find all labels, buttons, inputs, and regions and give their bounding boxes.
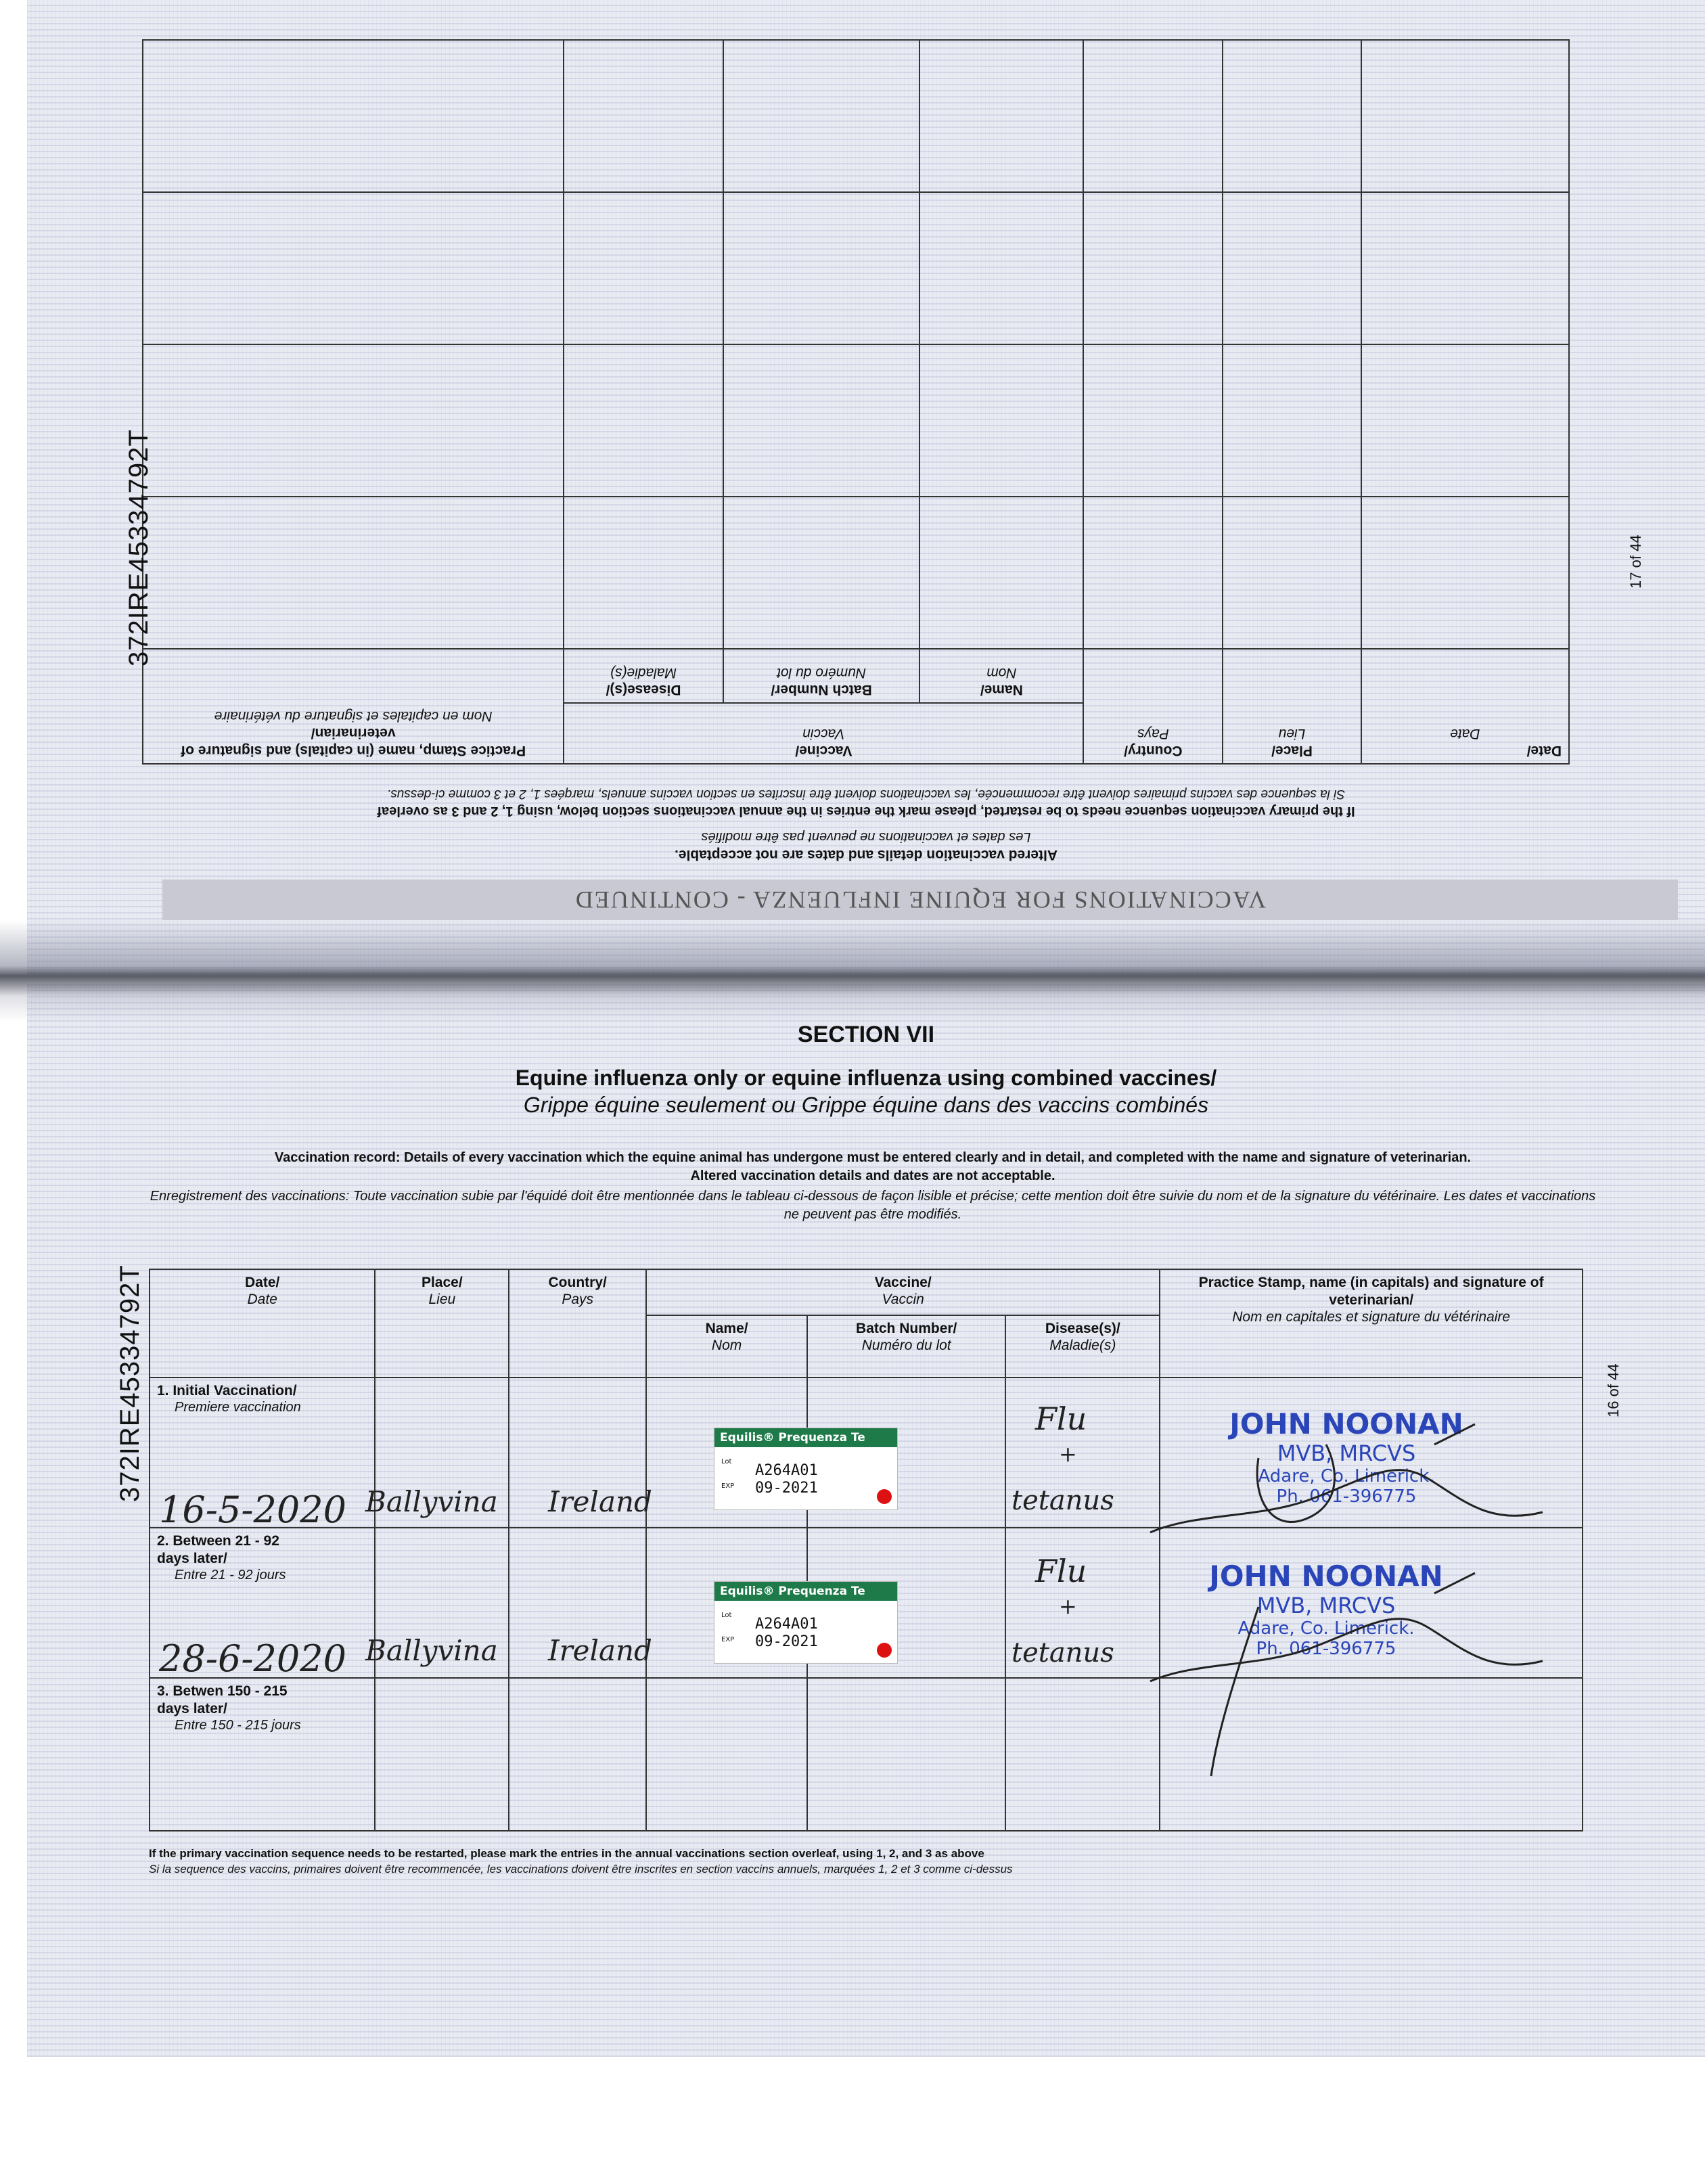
row1-label: 1. Initial Vaccination/ xyxy=(157,1383,297,1398)
top-empty-row xyxy=(143,344,1569,497)
top-header-date-label: Date/ xyxy=(1526,743,1562,758)
row2-sticker-brand: Equilis® Prequenza Te xyxy=(714,1582,897,1601)
top-header-place-fr: Lieu xyxy=(1278,726,1306,742)
header-stamp-label: Practice Stamp, name (in capitals) and signature of veterinarian/ xyxy=(1198,1275,1544,1308)
header-country xyxy=(509,1269,646,1378)
top-empty-row xyxy=(143,40,1569,192)
header-place xyxy=(375,1269,509,1378)
row2-signature xyxy=(1137,1566,1570,1783)
row2-sticker-red-dot xyxy=(877,1643,892,1658)
top-vaccination-table xyxy=(142,39,1570,765)
row2-country: Ireland xyxy=(548,1634,652,1667)
row2-sticker-lot-label: Lot xyxy=(721,1612,732,1619)
row1-stamp-address: Adare, Co. Limerick. xyxy=(1258,1466,1435,1486)
top-notice-en: Altered vaccination details and dates are not acceptable. xyxy=(674,847,1058,863)
top-header-name-label: Name/ xyxy=(980,682,1023,698)
header-name xyxy=(646,1315,807,1378)
top-page-number: 17 of 44 xyxy=(1627,534,1644,589)
row2-disease-2: tetanus xyxy=(1011,1637,1114,1668)
top-restart-en: If the primary vaccination sequence needs to be restarted, please mark the entries in the annual vaccinations section below, using 1, 2 and 3 as overleaf xyxy=(377,804,1355,819)
header-batch-label: Batch Number/ xyxy=(856,1321,957,1336)
bottom-page-number: 16 of 44 xyxy=(1605,1363,1622,1417)
row1-sticker-exp-label: EXP xyxy=(721,1482,735,1490)
row1-sticker-exp: 09-2021 xyxy=(755,1480,818,1497)
top-header-stamp-fr: Nom en capitales et signature du vétérinaire xyxy=(214,708,493,724)
top-header-stamp-label: Practice Stamp, name (in capitals) and signature of veterinarian/ xyxy=(181,725,526,758)
header-name-label: Name/ xyxy=(705,1321,748,1336)
row3-label: 3. Betwen 150 - 215 days later/ xyxy=(157,1683,288,1716)
row1-place: Ballyvina xyxy=(365,1485,498,1518)
row2-disease-1: Flu xyxy=(1035,1553,1087,1589)
bottom-page xyxy=(27,984,1705,2057)
header-vaccine xyxy=(646,1269,1160,1315)
row2-stamp-name: JOHN NOONAN xyxy=(1209,1560,1443,1593)
row2-sticker-exp-label: EXP xyxy=(721,1636,735,1643)
top-page xyxy=(27,0,1705,974)
row3-name-cell[interactable] xyxy=(646,1678,807,1831)
row2-label: 2. Between 21 - 92 days later/ xyxy=(157,1533,279,1566)
header-date-fr: Date xyxy=(247,1292,277,1307)
record-instructions-fr: Enregistrement des vaccinations: Toute vaccination subie par l'équidé doit être mentionnée dans le tableau ci-dessous de façon lisible et précise; cette mention doit être suivie du nom et de la signature du vétérinaire. Les dates et vaccinations ne peuvent pas être modifiés. xyxy=(150,1189,1596,1222)
top-header-country-label: Country/ xyxy=(1124,743,1183,758)
top-header-disease-fr: Maladie(s) xyxy=(610,665,677,681)
header-disease-label: Disease(s)/ xyxy=(1045,1321,1120,1336)
row1-stamp-name: JOHN NOONAN xyxy=(1229,1407,1463,1440)
row1-sticker-brand: Equilis® Prequenza Te xyxy=(714,1428,897,1447)
row2-stamp-phone: Ph. 061-396775 xyxy=(1256,1639,1396,1659)
section-title-en: Equine influenza only or equine influenza using combined vaccines/ xyxy=(515,1066,1217,1090)
record-instructions-en: Vaccination record: Details of every vaccination which the equine animal has undergone must be entered clearly and in detail, and completed with the name and signature of veterinarian. xyxy=(274,1150,1472,1165)
top-header-disease xyxy=(564,649,723,703)
top-header-date xyxy=(1361,649,1569,764)
row1-sticker-lot-label: Lot xyxy=(721,1458,732,1465)
header-date xyxy=(150,1269,375,1378)
row3-batch-cell[interactable] xyxy=(807,1678,1005,1831)
top-document-id: 372IRE45334792T xyxy=(124,429,154,666)
bottom-document-id: 372IRE45334792T xyxy=(115,1265,145,1502)
row2-place: Ballyvina xyxy=(365,1634,498,1667)
footer-restart-en: If the primary vaccination sequence needs to be restarted, please mark the entries in the annual vaccinations section overleaf, using 1, 2, and 3 as above xyxy=(149,1847,984,1860)
header-batch-fr: Numéro du lot xyxy=(861,1338,951,1353)
top-header-place-label: Place/ xyxy=(1271,743,1313,758)
top-header-batch-label: Batch Number/ xyxy=(771,682,872,698)
row2-date: 28-6-2020 xyxy=(159,1637,346,1680)
row1-disease-plus: + xyxy=(1059,1441,1077,1467)
top-header-batch-fr: Numéro du lot xyxy=(777,665,866,681)
top-header-vaccine-label: Vaccine/ xyxy=(795,743,852,758)
row2-sticker-exp: 09-2021 xyxy=(755,1633,818,1650)
header-stamp xyxy=(1160,1269,1583,1378)
top-header-date-fr: Date xyxy=(1450,726,1480,742)
row3-country-cell[interactable] xyxy=(509,1678,646,1831)
record-instructions-en2: Altered vaccination details and dates are not acceptable. xyxy=(690,1168,1055,1183)
top-header-place xyxy=(1223,649,1361,764)
top-section-banner: VACCINATIONS FOR EQUINE INFLUENZA - CONTINUED xyxy=(162,880,1678,920)
header-place-label: Place/ xyxy=(421,1275,463,1290)
top-header-batch xyxy=(723,649,920,703)
top-restart-fr: Si la sequence des vaccins primaires doivent être recommencée, les vaccinations doivent être inscrites en section vaccins annuels, marqées 1, 2 et 3 comme ci-dessus. xyxy=(386,787,1346,801)
top-notice-fr: Les dates et vaccinations ne peuvent pas être modifiés xyxy=(701,829,1031,844)
header-batch xyxy=(807,1315,1005,1378)
header-date-label: Date/ xyxy=(245,1275,280,1290)
row1-sticker-lot: A264A01 xyxy=(755,1462,818,1479)
row2-sticker-lot: A264A01 xyxy=(755,1616,818,1633)
row1-sticker-red-dot xyxy=(877,1489,892,1504)
top-empty-row xyxy=(143,497,1569,649)
row1-disease-2: tetanus xyxy=(1011,1485,1114,1516)
row3-place-cell[interactable] xyxy=(375,1678,509,1831)
row1-signature xyxy=(1137,1417,1570,1553)
top-header-country xyxy=(1083,649,1223,764)
top-header-vaccine xyxy=(564,703,1083,764)
section-title-fr: Grippe équine seulement ou Grippe équine dans des vaccins combinés xyxy=(523,1093,1209,1117)
top-page-rotated-content xyxy=(27,0,1705,974)
row1-disease-1: Flu xyxy=(1035,1401,1087,1437)
header-disease-fr: Maladie(s) xyxy=(1049,1338,1116,1353)
top-header-disease-label: Disease(s)/ xyxy=(606,682,681,698)
top-header-name-fr: Nom xyxy=(986,665,1017,681)
row2-vaccine-sticker xyxy=(714,1581,898,1664)
row1-country: Ireland xyxy=(548,1485,652,1518)
header-vaccine-label: Vaccine/ xyxy=(874,1275,932,1290)
header-stamp-fr: Nom en capitales et signature du vétérinaire xyxy=(1232,1309,1511,1325)
row2-label-fr: Entre 21 - 92 jours xyxy=(175,1568,286,1583)
header-name-fr: Nom xyxy=(711,1338,742,1353)
section-heading: SECTION VII xyxy=(797,1022,935,1047)
top-header-stamp xyxy=(143,649,564,764)
row1-date: 16-5-2020 xyxy=(159,1488,346,1531)
header-vaccine-fr: Vaccin xyxy=(882,1292,924,1307)
top-header-country-fr: Pays xyxy=(1137,726,1169,742)
row2-stamp-quals: MVB, MRCVS xyxy=(1256,1593,1396,1618)
header-disease xyxy=(1005,1315,1160,1378)
top-header-vaccine-fr: Vaccin xyxy=(802,726,845,742)
row2-stamp-address: Adare, Co. Limerick. xyxy=(1237,1618,1415,1639)
top-empty-row xyxy=(143,192,1569,344)
row3-label-fr: Entre 150 - 215 jours xyxy=(175,1718,301,1733)
row1-stamp-quals: MVB, MRCVS xyxy=(1277,1440,1416,1466)
book-gutter-shadow xyxy=(0,920,1705,1022)
row1-vaccine-sticker xyxy=(714,1428,898,1510)
footer-restart-fr: Si la sequence des vaccins, primaires doivent être recommencée, les vaccinations doivent être inscrites en section vaccins annuels, marquées 1, 2 et 3 comme ci-dessus xyxy=(149,1863,1013,1875)
row1-label-fr: Premiere vaccination xyxy=(175,1400,301,1415)
header-country-label: Country/ xyxy=(548,1275,607,1290)
row3-label-cell xyxy=(150,1678,375,1831)
row1-stamp-phone: Ph. 061-396775 xyxy=(1276,1486,1417,1507)
row2-disease-plus: + xyxy=(1059,1593,1077,1619)
header-place-fr: Lieu xyxy=(428,1292,456,1307)
top-header-name xyxy=(919,649,1083,703)
header-country-fr: Pays xyxy=(562,1292,593,1307)
